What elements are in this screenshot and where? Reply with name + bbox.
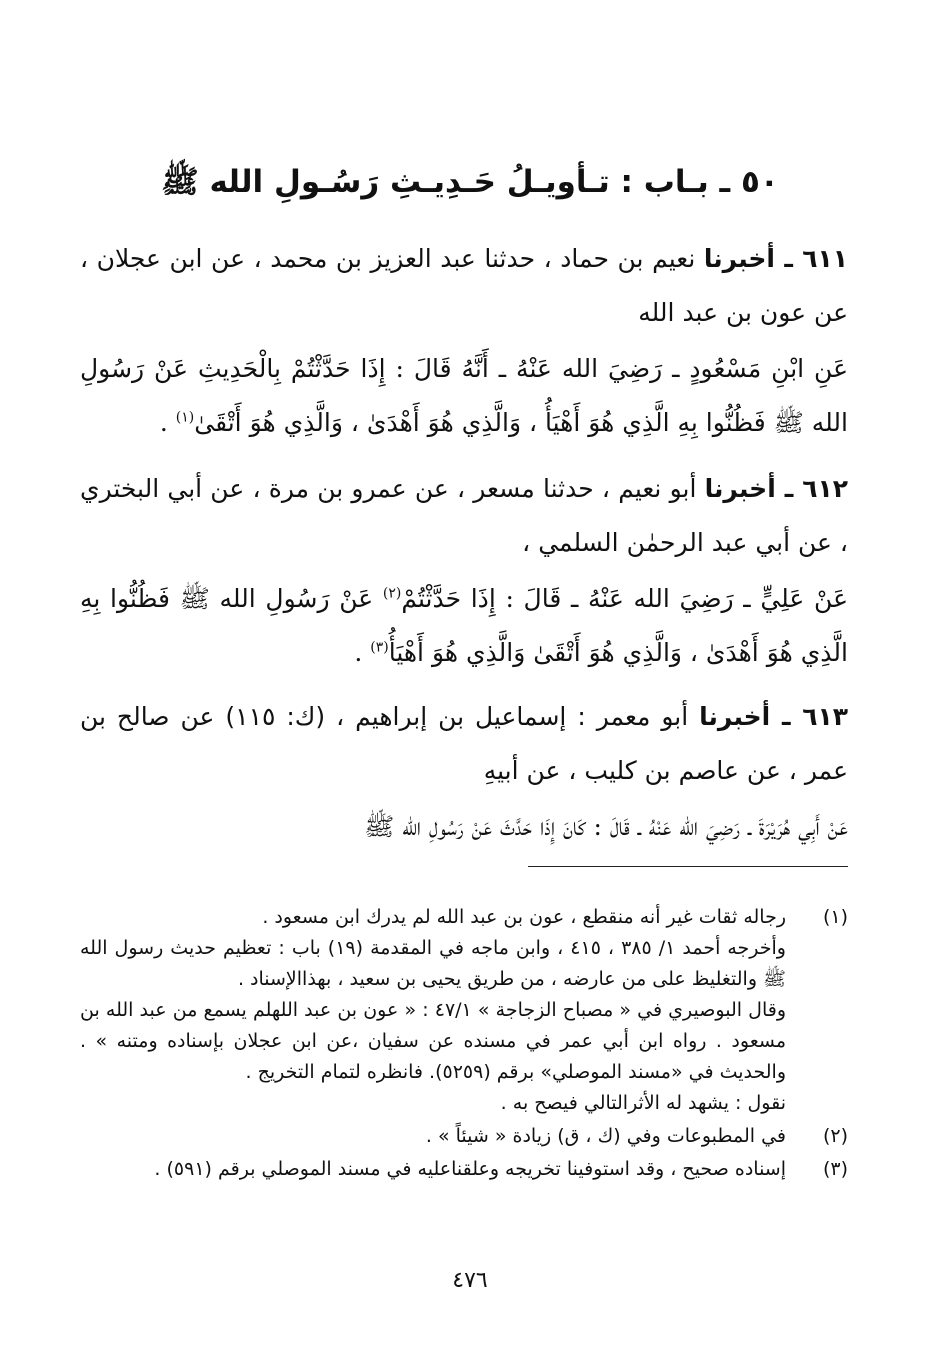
footnote-marker: (٣): [370, 639, 389, 656]
isnad-text: نعيم بن حماد ، حدثنا عبد العزيز بن محمد ، عن ابن عجلان ، عن عون بن عبد الله: [80, 244, 848, 327]
hadith-number: ٦١١ ـ أخبرنا: [703, 244, 848, 273]
footnote-line: نقول : يشهد له الأثرالتالي فيصح به .: [500, 1092, 786, 1114]
matn-text: عَنِ ابْنِ مَسْعُودٍ ـ رَضِيَ الله عَنْهُ ـ أَنَّهُ قَالَ : إِذَا حَدَّثْتُمْ بِالْحَدِيثِ عَنْ رَسُولِ الله ﷺ فَظُنُّوا بِهِ الَّذِي هُوَ أَهْيَأُ ، وَالَّذِي هُوَ أَهْدَىٰ ، وَالَّذِي هُوَ أَتْقَىٰ: [80, 354, 848, 437]
hadith-611-matn: [80, 342, 848, 450]
footnote-line: في المطبوعات وفي (ك ، ق) زيادة « شيئاً » .: [425, 1125, 786, 1147]
isnad-text: أبو نعيم ، حدثنا مسعر ، عن عمرو بن مرة ، عن أبي البختري ، عن أبي عبد الرحمٰن السلمي ،: [80, 474, 848, 557]
footnote-1: [80, 902, 848, 1119]
isnad-text: أبو معمر : إسماعيل بن إبراهيم ، (ك: ١١٥) عن صالح بن عمر ، عن عاصم بن كليب ، عن أبيهِ: [80, 702, 848, 785]
footnote-separator: [528, 866, 848, 867]
footnote-number: (١): [822, 906, 848, 928]
hadith-number: ٦١٣ ـ أخبرنا: [699, 702, 848, 731]
matn-text: عَنْ أَبِي هُرَيْرَةَ ـ رَضِيَ الله عَنْهُ ـ قَالَ : كَانَ إِذَا حَدَّثَ عَنْ رَسُولِ الله ﷺ: [364, 812, 848, 841]
hadith-612-matn: [80, 572, 848, 680]
hadith-613-isnad: [80, 690, 848, 798]
hadith-612-isnad: [80, 462, 848, 570]
footnote-marker: (١): [175, 409, 195, 426]
matn-end: .: [159, 408, 176, 437]
footnote-3: [80, 1154, 848, 1185]
matn-text: عَنْ عَلِيٍّ ـ رَضِيَ الله عَنْهُ ـ قَالَ : إِذَا حَدَّثْتُمْ: [401, 584, 848, 613]
footnote-line: وقال البوصيري في « مصباح الزجاجة » ٤٧/١ : « عون بن عبد اللهلم يسمع من عبد الله بن مسعود . رواه ابن أبي عمر في مسنده عن سفيان ،عن ابن عجلان بإسناده ومتنه » . والحديث في «مسند الموصلي» برقم (٥٢٥٩). فانظره لتمام التخريج .: [80, 999, 786, 1083]
chapter-heading: ٥٠ ـ بـاب : تـأويـلُ حَـدِيـثِ رَسُـولِ الله ﷺ: [161, 164, 779, 200]
hadith-611-isnad: [80, 232, 848, 340]
footnote-number: (٣): [822, 1158, 848, 1180]
footnote-line: رجاله ثقات غير أنه منقطع ، عون بن عبد الله لم يدرك ابن مسعود .: [262, 906, 786, 928]
footnote-line: إسناده صحيح ، وقد استوفينا تخريجه وعلقناعليه في مسند الموصلي برقم (٥٩١) .: [154, 1158, 786, 1180]
footnote-number: (٢): [822, 1125, 848, 1147]
hadith-number: ٦١٢ ـ أخبرنا: [704, 474, 849, 503]
footnotes: [80, 902, 848, 1185]
footnote-line: وأخرجه أحمد ١/ ٣٨٥ ، ٤١٥ ، وابن ماجه في المقدمة (١٩) باب : تعظيم حديث رسول الله ﷺ والتغليظ على من عارضه ، من طريق يحيى بن سعيد ، بهذاالإسناد .: [80, 937, 786, 990]
matn-text-cont: عَنْ رَسُولِ الله ﷺ فَظُنُّوا بِهِ الَّذِي هُوَ أَهْدَىٰ ، وَالَّذِي هُوَ أَتْقَىٰ وَالَّذِي هُوَ أَهْيَأُ: [80, 584, 848, 667]
footnote-2: [80, 1121, 848, 1152]
hadith-613-matn: [80, 800, 848, 854]
matn-end: .: [354, 638, 371, 667]
footnote-marker: (٢): [382, 585, 402, 602]
page-number: ٤٧٦: [452, 1268, 488, 1293]
